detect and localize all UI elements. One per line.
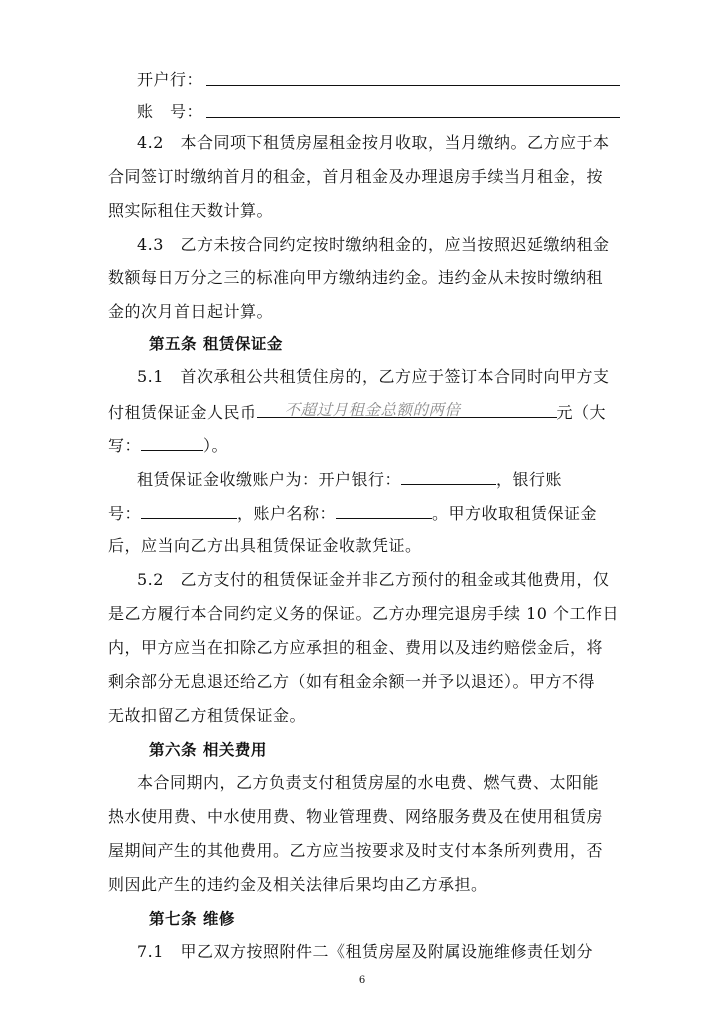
clause-5-2-line-4: 剩余部分无息退还给乙方（如有租金余额一并予以退还）。甲方不得	[108, 672, 596, 691]
uppercase-amount-field[interactable]	[141, 434, 203, 451]
account-blank	[206, 117, 620, 118]
article-7-title: 第七条 维修	[149, 910, 235, 928]
account-label: 账 号：	[137, 102, 204, 121]
clause-5-2-line-1: 5.2 乙方支付的租赁保证金并非乙方预付的租金或其他费用，仅	[137, 570, 610, 589]
deposit-amount-hint: 不超过月租金总额的两倍	[284, 401, 461, 419]
clause-4-2-line-2: 合同签订时缴纳首月的租金，首月租金及办理退房手续当月租金，按	[108, 167, 604, 186]
clause-4-3-line-2: 数额每日万分之三的标准向甲方缴纳违约金。违约金从未按时缴纳租	[108, 268, 604, 287]
clause-5-2-line-2: 是乙方履行本合同约定义务的保证。乙方办理完退房手续 10 个工作日	[108, 604, 620, 623]
bank-blank	[206, 85, 620, 86]
account-number-prefix: 号：	[108, 504, 142, 523]
deposit-amount-suffix: 元（大	[556, 403, 607, 422]
uppercase-amount-prefix: 写：	[108, 436, 142, 455]
clause-5-1-line-5	[108, 502, 622, 524]
article-6-title: 第六条 相关费用	[149, 741, 267, 759]
deposit-amount-field[interactable]	[257, 400, 557, 418]
clause-5-2-line-3: 内，甲方应当在扣除乙方应承担的租金、费用以及违约赔偿金后，将	[108, 638, 604, 657]
article-6-line-4: 则因此产生的违约金及相关法律后果均由乙方承担。	[108, 875, 488, 894]
clause-5-2-line-5: 无故扣留乙方租赁保证金。	[108, 706, 307, 725]
clause-4-3-line-1: 4.3 乙方未按合同约定按时缴纳租金的，应当按照迟延缴纳租金	[137, 235, 610, 254]
clause-4-2-line-1: 4.2 本合同项下租赁房屋租金按月收取，当月缴纳。乙方应于本	[137, 133, 610, 152]
account-name-label: ，账户名称：	[237, 504, 337, 523]
article-6-line-3: 屋期间产生的其他费用。乙方应当按要求及时支付本条所列费用，否	[108, 841, 604, 860]
uppercase-amount-suffix: ）。	[203, 436, 229, 455]
page-number: 6	[358, 975, 366, 986]
bank-line	[137, 70, 651, 90]
clause-5-1-line-5-suffix: 。甲方收取租赁保证金	[432, 504, 598, 523]
account-line	[137, 102, 651, 122]
article-6-line-1: 本合同期内，乙方负责支付租赁房屋的水电费、燃气费、太阳能	[137, 773, 600, 792]
clause-4-2-line-3: 照实际租住天数计算。	[108, 201, 274, 220]
clause-5-1-line-2	[108, 400, 622, 423]
article-6-line-2: 热水使用费、中水使用费、物业管理费、网络服务费及在使用租赁房	[108, 807, 604, 826]
deposit-bank-label: 租赁保证金收缴账户为：开户银行：	[137, 470, 402, 489]
deposit-amount-prefix: 付租赁保证金人民币	[108, 403, 257, 422]
clause-7-1-line-1: 7.1 甲乙双方按照附件二《租赁房屋及附属设施维修责任划分	[137, 942, 593, 961]
account-name-field[interactable]	[336, 502, 432, 519]
bank-account-label: ，银行账	[496, 470, 563, 489]
account-number-field[interactable]	[141, 502, 237, 519]
clause-5-1-line-3	[108, 434, 622, 456]
deposit-account-line	[137, 468, 651, 490]
clause-4-3-line-3: 金的次月首日起计算。	[108, 302, 274, 321]
clause-5-1-line-6: 后，应当向乙方出具租赁保证金收款凭证。	[108, 536, 422, 555]
article-5-title: 第五条 租赁保证金	[149, 335, 283, 353]
bank-label: 开户行：	[137, 70, 204, 89]
clause-5-1-line-1: 5.1 首次承租公共租赁住房的，乙方应于签订本合同时向甲方支	[137, 367, 610, 386]
deposit-bank-field[interactable]	[401, 468, 496, 485]
